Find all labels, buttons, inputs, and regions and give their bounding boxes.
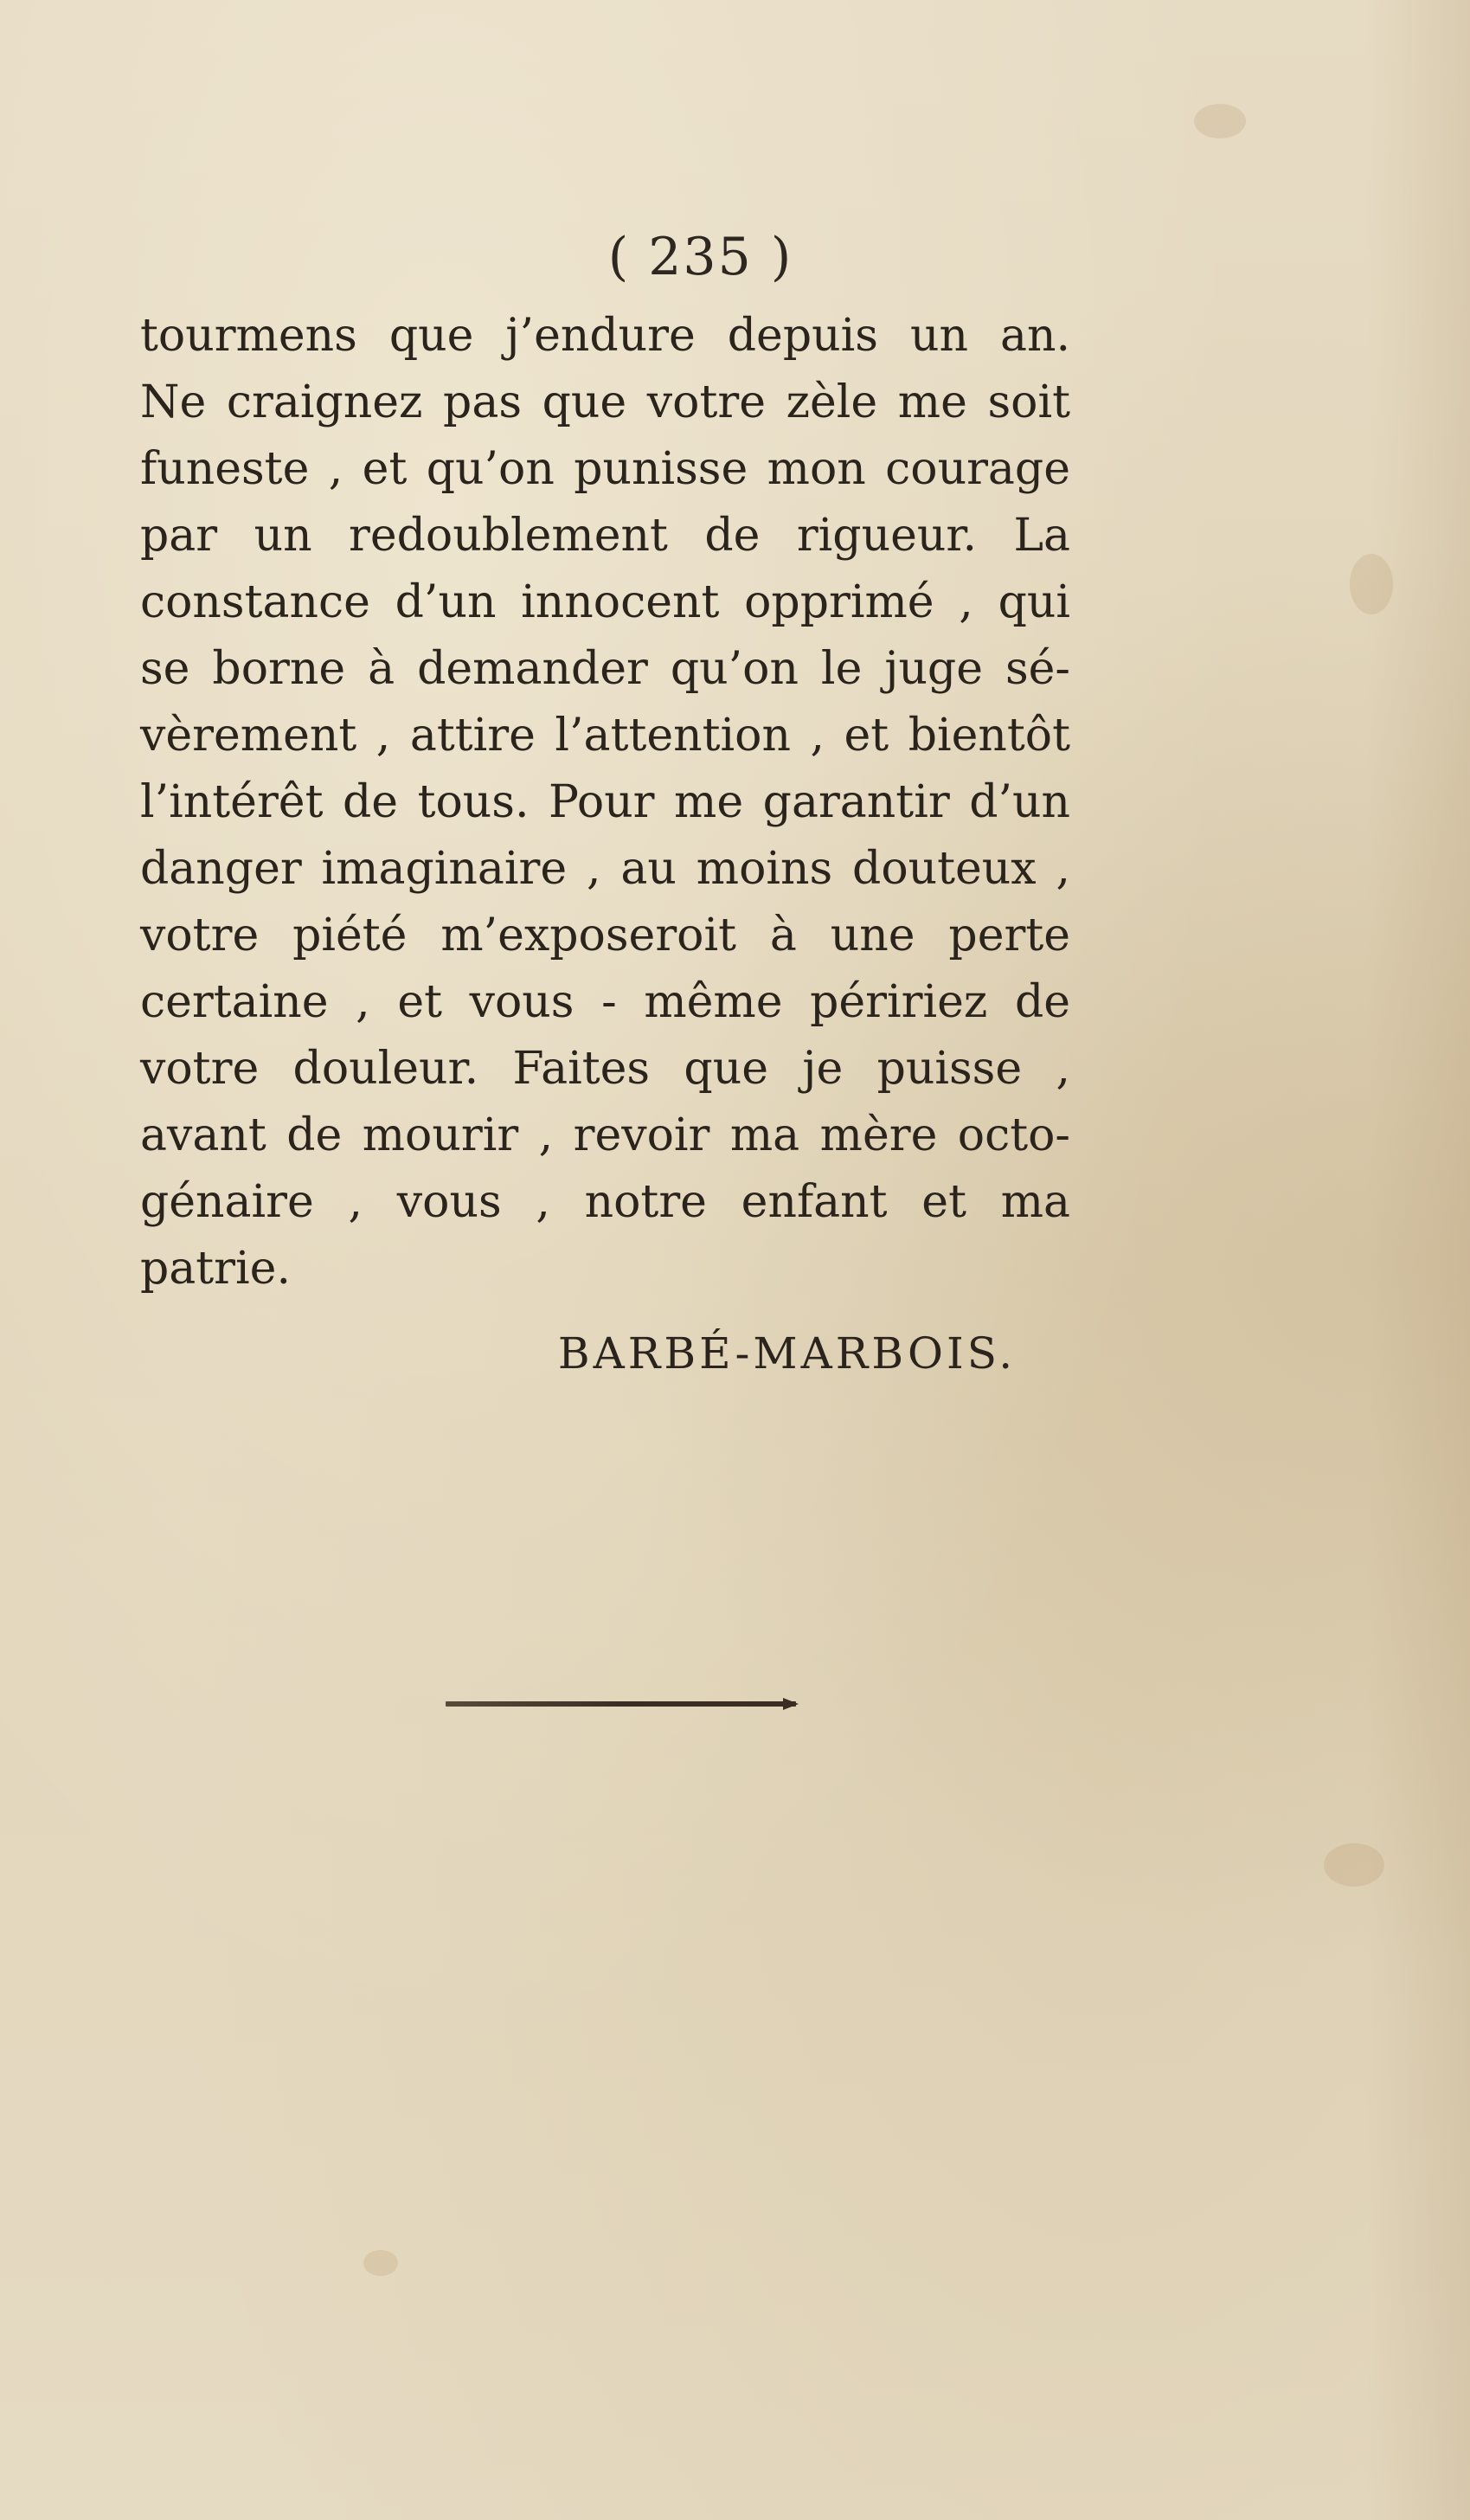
ornamental-rule-tip	[783, 1698, 799, 1710]
text-line: l’intérêt de tous. Pour me garantir d’un	[140, 776, 1070, 828]
ornamental-rule	[446, 1701, 796, 1707]
foxing-spot	[363, 2250, 398, 2276]
text-line: vèrement , attire l’attention , et bientôt	[140, 710, 1070, 762]
foxing-spot	[1194, 104, 1246, 138]
text-line: par un redoublement de rigueur. La	[140, 510, 1070, 562]
page-edge-shadow	[1366, 0, 1470, 2520]
text-line: patrie.	[140, 1243, 291, 1295]
text-line: génaire , vous , notre enfant et ma	[140, 1176, 1070, 1228]
text-line: avant de mourir , revoir ma mère octo-	[140, 1109, 1070, 1161]
text-line: tourmens que j’endure depuis un an.	[140, 310, 1070, 362]
text-line: votre piété m’exposeroit à une perte	[140, 910, 1070, 961]
page-number: ( 235 )	[607, 227, 793, 287]
text-line: funeste , et qu’on punisse mon courage	[140, 443, 1070, 495]
text-line: Ne craignez pas que votre zèle me soit	[140, 376, 1070, 428]
text-line: se borne à demander qu’on le juge sé-	[140, 643, 1070, 695]
text-line: constance d’un innocent opprimé , qui	[140, 576, 1070, 628]
body-text	[140, 303, 1070, 1302]
foxing-spot	[1324, 1843, 1384, 1887]
foxing-spot	[1350, 554, 1393, 614]
text-line: votre douleur. Faites que je puisse ,	[140, 1043, 1070, 1095]
text-line: danger imaginaire , au moins douteux ,	[140, 843, 1070, 895]
text-line: certaine , et vous - même péririez de	[140, 976, 1070, 1028]
author-signature: BARBÉ-MARBOIS.	[557, 1328, 1017, 1379]
